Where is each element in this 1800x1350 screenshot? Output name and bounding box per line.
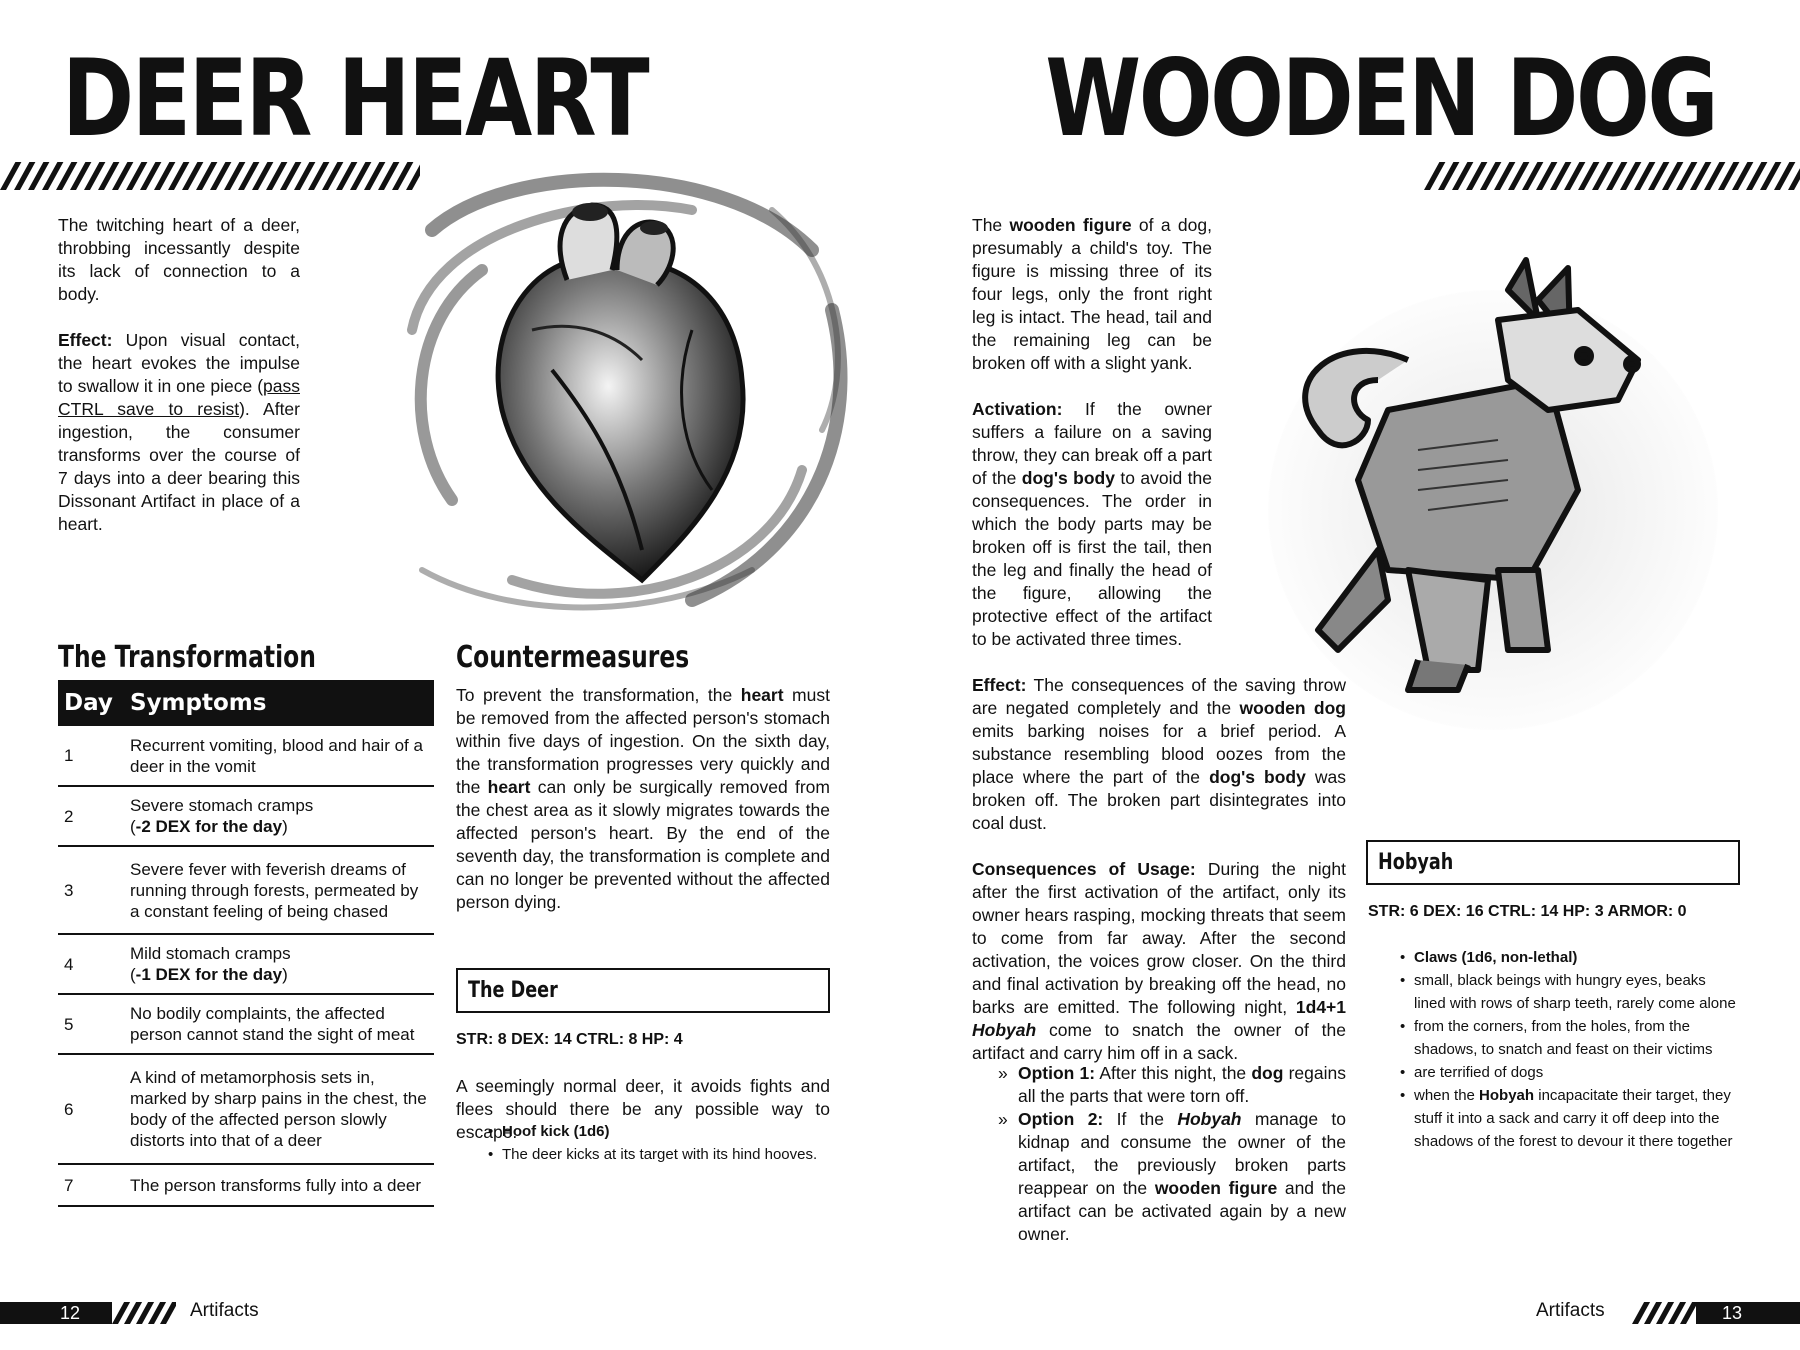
deer-heart-illustration: [392, 170, 858, 620]
footer-hatch-left: [112, 1302, 176, 1329]
transformation-heading: The Transformation: [58, 640, 316, 675]
list-item: • Claws (1d6, non-lethal): [1396, 946, 1736, 969]
ctrl-save-reference: pass CTRL save to resist: [58, 376, 300, 419]
page-number-left: 12: [0, 1302, 112, 1324]
intro-paragraph: The twitching heart of a deer, throbbing incessantly despite its lack of connection to a body.: [58, 215, 300, 304]
deer-heart-description: [58, 214, 300, 559]
table-row: 7 The person transforms fully into a deer: [58, 1164, 434, 1206]
list-item: • are terrified of dogs: [1396, 1061, 1736, 1084]
page-title-wooden-dog: WOODEN DOG: [1045, 37, 1716, 160]
footer-section-label-left: Artifacts: [190, 1300, 259, 1321]
hobyah-statblock-header: Hobyah: [1366, 840, 1740, 885]
list-item: • from the corners, from the holes, from the shadows, to snatch and feast on their victims: [1396, 1015, 1736, 1061]
list-item: • The deer kicks at its target with its hind hooves.: [484, 1143, 844, 1166]
wooden-dog-illustration: [1258, 250, 1728, 740]
list-item: • Hoof kick (1d6): [484, 1120, 844, 1143]
hobyah-stats: STR: 6 DEX: 16 CTRL: 14 HP: 3 ARMOR: 0: [1368, 903, 1687, 920]
page-title-deer-heart: DEER HEART: [62, 37, 648, 160]
effect-paragraph: Effect: Upon visual contact, the heart evokes the impulse to swallow it in one piece (pass CTRL save to resist). After ingestion, the consumer transforms over the course of 7 days into a deer bearing this Dissonant Artifact in place of a heart.: [58, 330, 300, 534]
transformation-table: [58, 680, 434, 1207]
title-hatch-decoration: [0, 162, 420, 190]
hobyah-traits-list: [1396, 946, 1736, 1153]
footer-section-label-right: Artifacts: [1536, 1300, 1605, 1321]
column-header-symptoms: Symptoms: [124, 680, 434, 726]
footer-hatch-right: [1632, 1302, 1696, 1329]
wooden-dog-description: The wooden figure of a dog, presumably a child's toy. The figure is missing three of its four legs, only the front right leg is intact. The head, tail and the remaining leg can be broken off with a slight yank. Activation: If the owner suffers a failure on a saving throw, they can break off a part of the dog's body to avoid the consequences. The order in which the body parts may be broken off is first the tail, then the leg and finally the head of the figure, allowing the protective effect of the artifact to be activated three times.: [972, 215, 1212, 649]
page-number-right: 13: [1696, 1302, 1800, 1324]
list-item: • when the Hobyah incapacitate their target, they stuff it into a sack and carry it off deep into the shadows of the forest to devour it there together: [1396, 1084, 1736, 1153]
wooden-dog-rules: Effect: The consequences of the saving throw are negated completely and the wooden dog emits barking noises for a brief period. A substance resembling blood oozes from the place where the part of the dog's body was broken off. The broken part disintegrates into coal dust. Consequences of Usage: During the night after the first activation of the artifact, only its owner hears rasping, mocking threats that seem to come from far away. After the second activation, the voices grow closer. On the third and final activation by breaking off the head, no barks are emitted. The following night, 1d4+1 Hobyah come to snatch the owner of the artifact and carry him off in a sack.: [972, 675, 1347, 1063]
list-item: » Option 2: If the Hobyah manage to kidnap and consume the owner of the artifact, the previously broken parts reappear on the wooden figure and the artifact can be activated again by a new owner.: [998, 1108, 1346, 1246]
usage-options-list: [998, 1062, 1346, 1246]
deer-description: A seemingly normal deer, it avoids fights and flees should there be any possible way to escape.: [456, 1076, 830, 1142]
countermeasures-heading: Countermeasures: [456, 640, 690, 675]
table-row: 2 Severe stomach cramps (-2 DEX for the day): [58, 786, 434, 846]
list-item: • small, black beings with hungry eyes, beaks lined with rows of sharp teeth, rarely come alone: [1396, 969, 1736, 1015]
table-row: 1 Recurrent vomiting, blood and hair of a deer in the vomit: [58, 726, 434, 786]
title-hatch-decoration: [1424, 162, 1800, 190]
table-row: 3 Severe fever with feverish dreams of running through forests, permeated by a constant feeling of being chased: [58, 846, 434, 934]
countermeasures-paragraph: To prevent the transformation, the heart must be removed from the affected person's stomach within five days of ingestion. On the sixth day, the transformation progresses very quickly and the heart can only be surgically removed from the chest area as it slowly migrates towards the affected person's heart. By the end of the seventh day, the transformation is complete and can no longer be prevented without the affected person dying.: [456, 685, 830, 912]
table-row: 5 No bodily complaints, the affected person cannot stand the sight of meat: [58, 994, 434, 1054]
deer-statblock-header: The Deer: [456, 968, 830, 1013]
table-row: 4 Mild stomach cramps (-1 DEX for the day): [58, 934, 434, 994]
table-header-row: [58, 680, 434, 726]
deer-attack-list: [484, 1120, 844, 1166]
table-row: 6 A kind of metamorphosis sets in, marked by sharp pains in the chest, the body of the affected person slowly distorts into that of a deer: [58, 1054, 434, 1164]
deer-stats: STR: 8 DEX: 14 CTRL: 8 HP: 4: [456, 1031, 683, 1048]
column-header-day: Day: [58, 680, 124, 726]
list-item: » Option 1: After this night, the dog regains all the parts that were torn off.: [998, 1062, 1346, 1108]
